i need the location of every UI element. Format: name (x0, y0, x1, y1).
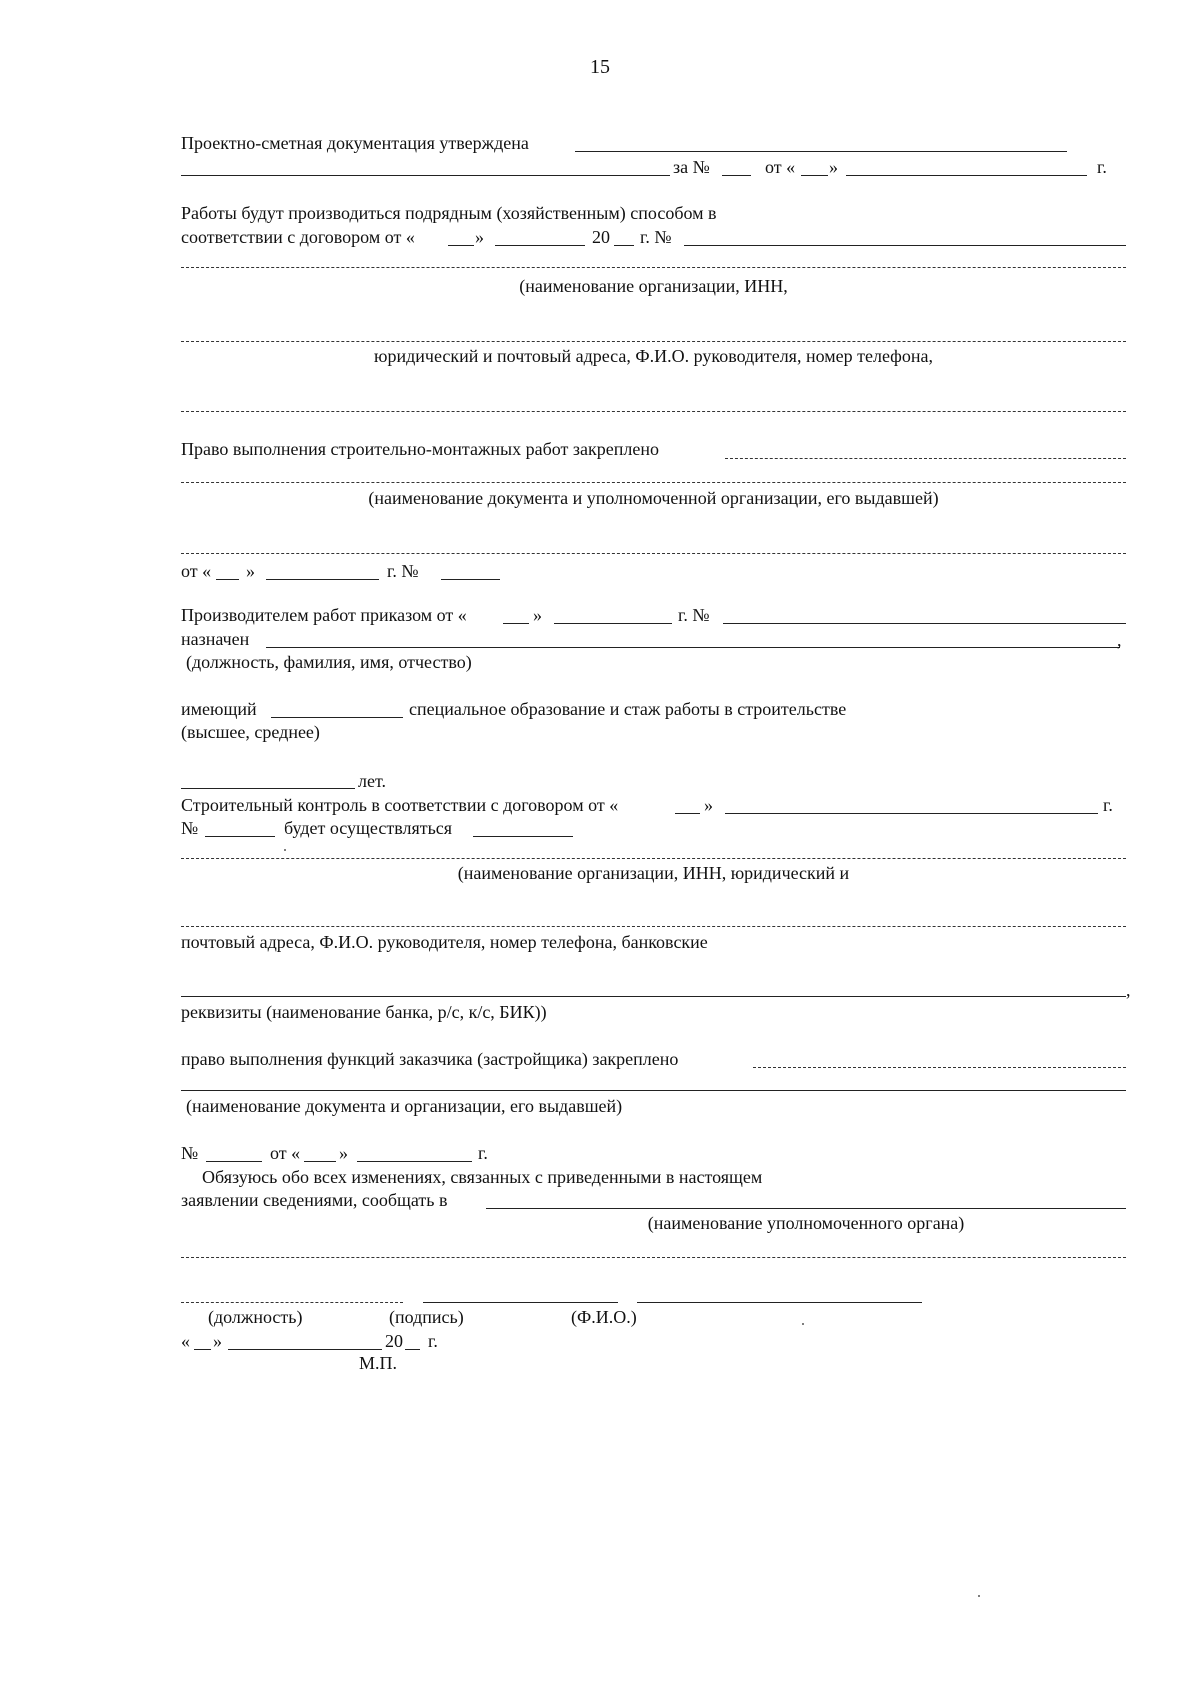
control-number-field[interactable] (205, 836, 275, 837)
customer-year-label: г. (478, 1143, 488, 1163)
scan-speck (978, 1595, 980, 1597)
notify-authority-field-2[interactable] (181, 1257, 1126, 1258)
caption-address: юридический и почтовый адреса, Ф.И.О. руководителя, номер телефона, (374, 346, 933, 366)
sign-year-prefix: 20 (385, 1331, 403, 1351)
caption-doc-org: (наименование документа и уполномоченной организации, его выдавшей) (368, 488, 939, 508)
rights-date-field[interactable] (266, 579, 379, 580)
signature-sign-field[interactable] (423, 1302, 618, 1303)
appointed-comma: , (1117, 630, 1122, 650)
contract-no-label: г. № (640, 227, 672, 247)
approved-number-field[interactable] (722, 175, 751, 176)
caption-post: (должность) (208, 1307, 303, 1327)
control-will-be-label: будет осуществляться (284, 818, 453, 838)
control-date-field[interactable] (725, 813, 1098, 814)
having-label: имеющий (181, 699, 257, 719)
contractor-extra-field[interactable] (181, 411, 1126, 412)
control-year-label: г. (1103, 795, 1113, 815)
customer-no-label: № (181, 1143, 199, 1163)
control-close-quote: » (704, 795, 713, 815)
contract-day-field[interactable] (448, 245, 474, 246)
caption-doc-org-2: (наименование документа и организации, его выдавшей) (186, 1096, 623, 1116)
signature-fio-field[interactable] (637, 1302, 922, 1303)
bank-details-caption: реквизиты (наименование банка, р/с, к/с, БИК)) (181, 1002, 547, 1022)
rights-doc-field[interactable] (181, 553, 1126, 554)
postal-address-text: почтовый адреса, Ф.И.О. руководителя, номер телефона, банковские (181, 932, 708, 952)
control-address-field[interactable] (181, 926, 1126, 927)
caption-org-inn: (наименование организации, ИНН, (519, 276, 788, 296)
order-close-quote: » (533, 605, 542, 625)
approved-label: Проектно-сметная документация утверждена (181, 133, 529, 153)
control-no-label: № (181, 818, 199, 838)
works-manager-label: Производителем работ приказом от « (181, 605, 467, 625)
notify-label: заявлении сведениями, сообщать в (181, 1190, 448, 1210)
rights-g-no-label: г. № (387, 561, 419, 581)
approved-date-field[interactable] (846, 175, 1087, 176)
za-no-label: за № (673, 157, 710, 177)
control-org-field[interactable] (181, 858, 1126, 859)
contract-close-quote: » (475, 227, 484, 247)
contract-year-prefix: 20 (592, 227, 610, 247)
ot-close-label: » (829, 157, 838, 177)
sign-date-close-quote: » (213, 1331, 222, 1351)
education-text: специальное образование и стаж работы в строительстве (409, 699, 847, 719)
customer-rights-field-2[interactable] (181, 1090, 1126, 1091)
customer-date-field[interactable] (357, 1161, 472, 1162)
rights-day-field[interactable] (216, 579, 239, 580)
obligation-text: Обязуюсь обо всех изменениях, связанных с приведенными в настоящем (202, 1167, 763, 1187)
construction-control-label: Строительный контроль в соответствии с договором от « (181, 795, 619, 815)
sign-day-field[interactable] (194, 1349, 211, 1350)
customer-rights-field[interactable] (753, 1067, 1126, 1068)
contractor-address-field[interactable] (181, 341, 1126, 342)
notify-authority-field[interactable] (486, 1208, 1126, 1209)
education-field[interactable] (271, 717, 403, 718)
construction-rights-label: Право выполнения строительно-монтажных работ закреплено (181, 439, 659, 459)
sign-date-open-quote: « (181, 1331, 190, 1351)
control-day-field[interactable] (675, 813, 700, 814)
caption-signature: (подпись) (389, 1307, 464, 1327)
order-no-label: г. № (678, 605, 710, 625)
caption-full-name: (Ф.И.О.) (571, 1307, 637, 1327)
appointed-label: назначен (181, 629, 250, 649)
scan-speck (284, 849, 286, 851)
scan-speck (802, 1323, 804, 1325)
approved-by-field[interactable] (575, 151, 1067, 152)
sign-month-field[interactable] (228, 1349, 382, 1350)
rights-number-field[interactable] (441, 579, 500, 580)
caption-education: (высшее, среднее) (181, 722, 320, 742)
caption-post-fio: (должность, фамилия, имя, отчество) (186, 652, 472, 672)
caption-org-inn-jur: (наименование организации, ИНН, юридический и (457, 863, 850, 883)
approved-day-field[interactable] (801, 175, 828, 176)
customer-number-field[interactable] (206, 1161, 262, 1162)
signature-post-field[interactable] (181, 1302, 403, 1303)
bank-details-field[interactable] (181, 996, 1126, 997)
sign-year-label: г. (428, 1331, 438, 1351)
works-method-text: Работы будут производиться подрядным (хозяйственным) способом в (181, 203, 717, 223)
order-day-field[interactable] (503, 623, 529, 624)
caption-authority: (наименование уполномоченного органа) (647, 1213, 965, 1233)
construction-rights-field[interactable] (725, 458, 1126, 459)
rights-ot-label: от « (181, 561, 212, 581)
order-date-field[interactable] (554, 623, 672, 624)
contract-month-field[interactable] (495, 245, 585, 246)
customer-close-quote: » (339, 1143, 348, 1163)
sign-year-field[interactable] (405, 1349, 420, 1350)
contractor-org-field[interactable] (181, 267, 1126, 268)
customer-ot-label: от « (270, 1143, 301, 1163)
bank-details-comma: , (1126, 980, 1131, 1000)
contract-number-field[interactable] (684, 245, 1126, 246)
ot-open-label: от « (765, 157, 796, 177)
page-number: 15 (590, 56, 610, 78)
order-number-field[interactable] (723, 623, 1126, 624)
control-executor-field[interactable] (473, 836, 573, 837)
construction-rights-field-2[interactable] (181, 482, 1126, 483)
years-label: лет. (358, 771, 386, 791)
appointed-person-field[interactable] (266, 647, 1120, 648)
year-g-label: г. (1097, 157, 1107, 177)
experience-years-field[interactable] (181, 788, 355, 789)
rights-close-quote: » (246, 561, 255, 581)
customer-rights-label: право выполнения функций заказчика (застройщика) закреплено (181, 1049, 679, 1069)
approved-doc-field[interactable] (181, 175, 670, 176)
contract-label: соответствии с договором от « (181, 227, 415, 247)
contract-year-field[interactable] (614, 245, 634, 246)
stamp-place-label: М.П. (359, 1353, 398, 1373)
customer-day-field[interactable] (304, 1161, 336, 1162)
